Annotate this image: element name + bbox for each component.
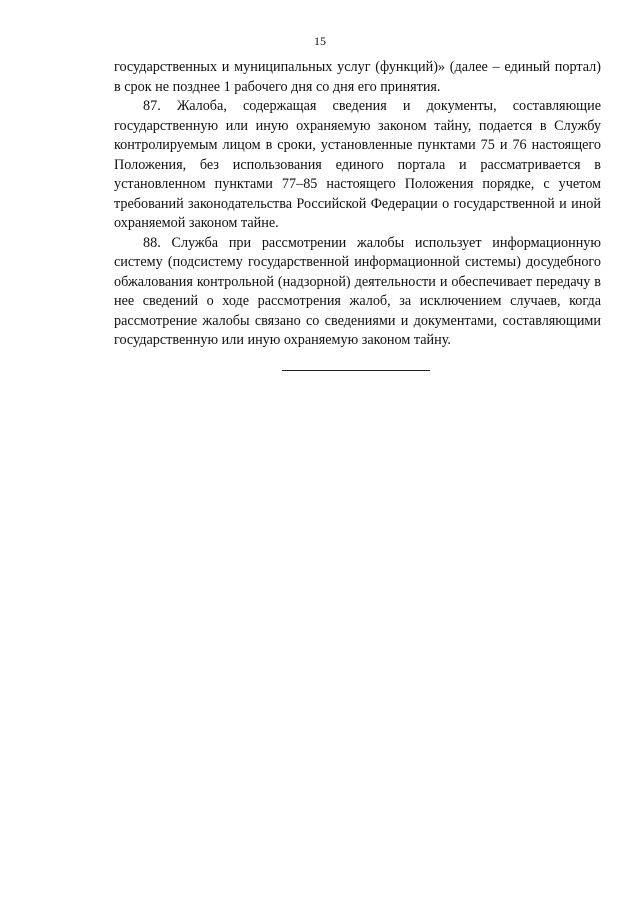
paragraph-87: 87. Жалоба, содержащая сведения и документы, составляющие государственную или иную охраняемую законом тайну, подается в Службу контролируемым лицом в сроки, установленные пунктами 75 и 76 настоящего Положения, без использования единого портала и рассматривается в установленном пунктами 77–85 настоящего Положения порядке, с учетом требований законодательства Российской Федерации о государственной и иной охраняемой законом тайне. <box>114 98 601 231</box>
document-body <box>114 58 601 351</box>
paragraph-88: 88. Служба при рассмотрении жалобы использует информационную систему (подсистему государственной информационной системы) досудебного обжалования контрольной (надзорной) деятельности и обеспечивает передачу в нее сведений о ходе рассмотрения жалоб, за исключением случаев, когда рассмотрение жалобы связано со сведениями и документами, составляющими государственную или иную охраняемую законом тайну. <box>114 234 601 348</box>
page-number: 15 <box>314 34 326 48</box>
end-of-document-rule <box>282 370 430 371</box>
paragraph-continuation: государственных и муниципальных услуг (функций)» (далее – единый портал) в срок не позднее 1 рабочего дня со дня его принятия. <box>114 59 601 95</box>
